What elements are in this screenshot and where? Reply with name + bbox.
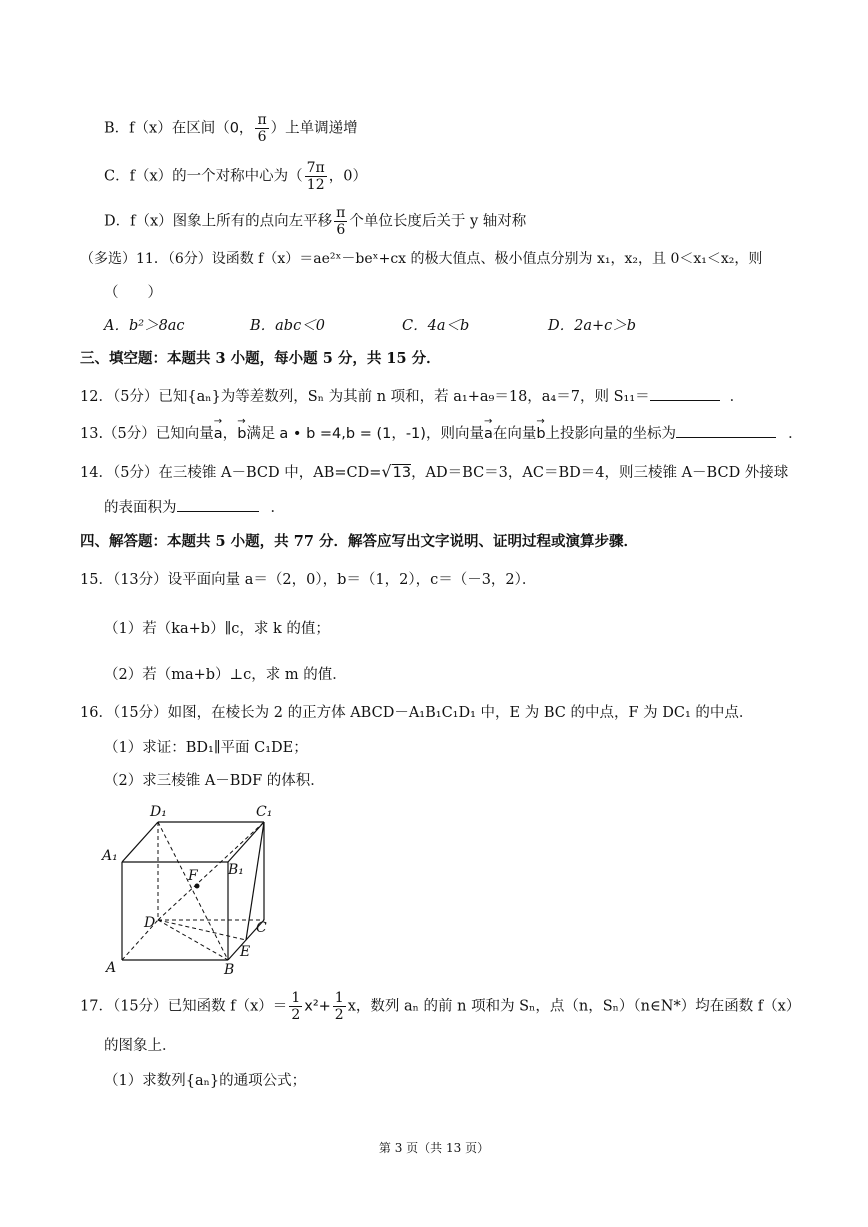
- q14-line-2: [104, 497, 285, 518]
- answer-blank: [177, 497, 259, 512]
- q13-text-2: ，则向量: [425, 426, 484, 442]
- q11-stem: （多选）11．（6分）设函数 f（x）＝ae²ˣ－beˣ+cx 的极大值点、极小值点分别为 x₁，x₂，且 0＜x₁＜x₂，则: [80, 251, 763, 267]
- q17-frac-1: [289, 990, 302, 1023]
- frac-den: 2: [334, 1007, 344, 1023]
- q11-option-a: A．b²＞8ac: [104, 318, 185, 334]
- frac-den: 12: [306, 177, 325, 193]
- q13-vec-b: → b满足: [237, 424, 275, 444]
- q10-d-post: 个单位长度后关于 y 轴对称: [349, 213, 527, 230]
- q17: [80, 990, 800, 1023]
- frac-num: π: [257, 112, 267, 128]
- hidden-d-c1: [158, 822, 264, 920]
- q12-text: 12．（5分）已知{aₙ}为等差数列，Sₙ 为其前 n 项和，若 a₁+a₉＝18，a₄＝7，则 S₁₁＝: [80, 389, 650, 405]
- q16-part-1: （1）求证：BD₁∥平面 C₁DE；: [104, 740, 308, 756]
- q14-line2-text: 的表面积为: [104, 500, 177, 516]
- answer-blank: [676, 423, 776, 438]
- q11-option-c: C．4a＜b: [402, 318, 470, 334]
- frac-den: 6: [336, 222, 346, 238]
- frac-den: 2: [291, 1007, 301, 1023]
- frac-num: 7π: [306, 160, 325, 176]
- q16-stem: 16．（15分）如图，在棱长为 2 的正方体 ABCD－A₁B₁C₁D₁ 中，E 为 BC 的中点，F 为 DC₁ 的中点．: [80, 705, 754, 721]
- label-b: B: [224, 962, 235, 978]
- label-a1: A₁: [102, 848, 118, 864]
- q14-sqrt-value: 13: [392, 465, 412, 481]
- q17-frac-2: [333, 990, 346, 1023]
- q13-b-val: b = (1，-1): [345, 426, 426, 442]
- q10-b-frac: [255, 112, 268, 145]
- q10-b-open: （0，: [215, 120, 254, 137]
- q10-option-c: [104, 160, 367, 193]
- q10-option-b: [104, 112, 358, 145]
- label-e: E: [240, 944, 251, 960]
- q17-part-1: （1）求数列{aₙ}的通项公式；: [104, 1073, 307, 1089]
- label-c1: C₁: [256, 804, 273, 820]
- q12-end: ．: [729, 389, 745, 405]
- label-c: C: [256, 920, 267, 936]
- label-a: A: [106, 960, 117, 976]
- q10-c-frac: [305, 160, 327, 193]
- q15-part-2: （2）若（ma+b）⊥c，求 m 的值．: [104, 667, 347, 683]
- label-d: D: [144, 915, 156, 931]
- q13-text: 13.（5分）已知向量: [80, 426, 214, 442]
- hidden-d-e: [158, 920, 246, 940]
- section-3-heading: 三、填空题：本题共 3 小题，每小题 5 分，共 15 分．: [80, 350, 441, 367]
- q10-c-text: C．f（x）的一个对称中心为（: [104, 168, 303, 185]
- q10-b-post: ）上单调递增: [270, 120, 358, 137]
- q14-end: ．: [270, 500, 285, 516]
- q10-d-frac: [334, 205, 347, 238]
- answer-blank: [650, 386, 720, 401]
- q15-part-1: （1）若（ka+b）∥c，求 k 的值；: [104, 621, 330, 637]
- label-f: F: [188, 868, 198, 884]
- cube-figure: [96, 800, 296, 980]
- q11-option-b: B．abc＜0: [250, 318, 325, 334]
- q11-paren: （ ）: [104, 285, 162, 301]
- q16-part-2: （2）求三棱锥 A－BDF 的体积．: [104, 773, 325, 789]
- q17-mid: x²+: [304, 998, 331, 1015]
- q12: [80, 386, 744, 407]
- frac-num: π: [336, 205, 346, 221]
- q15-stem: 15．（13分）设平面向量 a＝（2，0），b＝（1，2），c＝（－3，2）．: [80, 572, 537, 588]
- q13-dot: a • b =4,: [279, 426, 346, 442]
- frac-den: 6: [257, 129, 267, 145]
- label-b1: B₁: [228, 862, 244, 878]
- label-d1: D₁: [150, 804, 167, 820]
- q13-vec-a2: → a在向量: [484, 424, 536, 444]
- q10-b-text: B．f（x）在区间: [104, 120, 216, 137]
- page-footer: 第 3 页（共 13 页）: [378, 1141, 490, 1155]
- q10-d-text: D．f（x）图象上所有的点向左平移: [104, 213, 333, 230]
- q17-line-2: 的图象上．: [104, 1038, 177, 1054]
- q14-text: 14．（5分）在三棱锥 A－BCD 中，AB=CD=: [80, 465, 382, 481]
- hidden-d1-b: [158, 822, 228, 960]
- edge-a1-d1: [122, 822, 158, 862]
- q17-post: x，数列 aₙ 的前 n 项和为 Sₙ，点（n，Sₙ）（n∈N*）均在函数 f（x）: [347, 998, 801, 1015]
- q13-end: ．: [788, 426, 803, 442]
- q11-option-d: D．2a+c＞b: [548, 318, 637, 334]
- q13-vec-b2: → b上投影向量的坐标为: [536, 424, 676, 444]
- q14: [80, 462, 788, 483]
- q10-c-post: ，0）: [328, 168, 367, 185]
- point-f: [195, 884, 200, 889]
- section-4-heading: 四、解答题：本题共 5 小题，共 77 分．解答应写出文字说明、证明过程或演算步骤．: [80, 533, 638, 550]
- q14-post: ，AD＝BC＝3，AC＝BD＝4，则三棱锥 A－BCD 外接球: [411, 465, 789, 481]
- frac-num: 1: [291, 990, 301, 1006]
- hidden-d-b: [158, 920, 228, 960]
- q10-option-d: [104, 205, 526, 238]
- q13-vec-a: → a，: [214, 424, 237, 444]
- q17-text: 17．（15分）已知函数 f（x）＝: [80, 998, 288, 1015]
- sqrt-sign: √: [381, 462, 392, 481]
- q13: [80, 423, 803, 444]
- frac-num: 1: [334, 990, 344, 1006]
